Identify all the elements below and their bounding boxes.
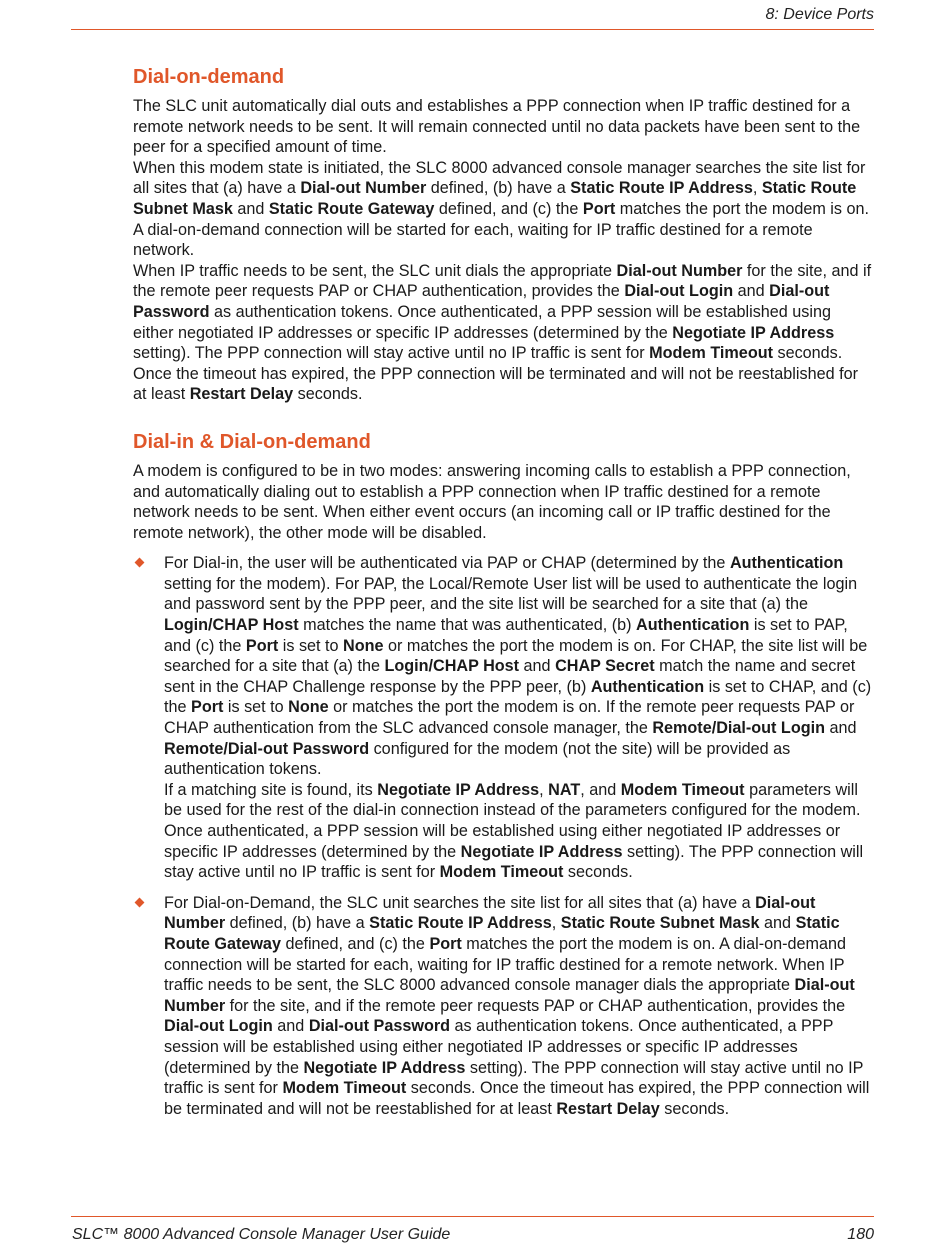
- text-run: and: [272, 1017, 309, 1036]
- text-run: defined, and (c) the: [434, 199, 583, 218]
- text-run: defined, and (c) the: [280, 934, 430, 953]
- bold-term: Port: [191, 698, 224, 717]
- text-run: For Dial-on-Demand, the SLC unit searches the site list for all sites that (a) have a: [164, 893, 756, 912]
- bold-term: Static Route Gateway: [268, 199, 435, 218]
- bullet-list: [133, 553, 875, 1119]
- text-run: When IP traffic needs to be sent, the SLC unit dials the appropriate: [133, 261, 617, 280]
- section-dial-on-demand: [133, 64, 875, 405]
- guide-title: SLC™ 8000 Advanced Console Manager User Guide: [72, 1226, 451, 1243]
- bold-term: Dial-out Login: [164, 1017, 273, 1036]
- text-run: or matches the port the modem is on. If the remote peer requests PAP or CHAP authentication from the SLC advanced console manager, the: [164, 698, 855, 738]
- bold-term: None: [288, 698, 329, 717]
- text-run: matches the port the modem is on. A dial-on-demand connection will be started for each, waiting for IP traffic destined for a remote network.: [133, 199, 869, 260]
- bold-term: Login/CHAP Host: [384, 657, 520, 676]
- bold-term: Static Route Subnet Mask: [560, 914, 760, 933]
- text-run: seconds.: [659, 1099, 730, 1118]
- bullet-paragraph: [164, 893, 875, 1120]
- bold-term: Remote/Dial-out Login: [652, 719, 825, 738]
- text-run: ,: [539, 780, 549, 799]
- bold-term: Dial-out Number: [300, 179, 427, 198]
- text-run: and: [759, 914, 796, 933]
- text-run: for the site, and if the remote peer requests PAP or CHAP authentication, provides the: [133, 261, 872, 301]
- text-run: setting). The PPP connection will stay active until no IP traffic is sent for: [164, 1058, 864, 1098]
- bullet-paragraph: [164, 553, 875, 780]
- bold-term: Dial-out Number: [164, 976, 855, 1015]
- footer-rule: [71, 1216, 874, 1217]
- bold-term: Static Route Gateway: [164, 914, 840, 953]
- body-paragraph: [133, 261, 875, 405]
- text-run: is set to: [278, 636, 344, 655]
- bold-term: Modem Timeout: [282, 1079, 407, 1098]
- bold-term: Dial-out Password: [308, 1017, 451, 1036]
- text-run: and: [232, 199, 269, 218]
- text-run: A modem is configured to be in two modes: answering incoming calls to establish a PPP connection, and automatically dialing out to establish a PPP connection when IP traffic destined for a remote network needs to be sent. When either event occurs (an incoming call or IP traffic destined for the remote network), the other mode will be disabled.: [133, 461, 851, 542]
- text-run: seconds. Once the timeout has expired, the PPP connection will be terminated and will not be reestablished for at least: [133, 344, 858, 404]
- text-run: is set to PAP, and (c) the: [164, 616, 848, 655]
- text-run: seconds.: [293, 385, 363, 404]
- chapter-title: 8: Device Ports: [765, 6, 874, 23]
- text-run: setting for the modem). For PAP, the Local/Remote User list will be used to authenticate the login and password sent by the PPP peer, and the site list will be searched for a site that (a) the: [164, 574, 858, 614]
- bold-term: Negotiate IP Address: [460, 842, 623, 861]
- bold-term: Port: [245, 636, 279, 655]
- bold-term: Restart Delay: [189, 385, 294, 404]
- bold-term: Dial-out Password: [133, 282, 830, 321]
- text-run: for the site, and if the remote peer requests PAP or CHAP authentication, provides the: [225, 996, 846, 1015]
- bold-term: Dial-out Login: [624, 282, 734, 301]
- bold-term: Negotiate IP Address: [377, 780, 540, 799]
- body-paragraph: [133, 96, 875, 158]
- bold-term: Login/CHAP Host: [164, 616, 299, 635]
- bold-term: Restart Delay: [556, 1099, 660, 1118]
- bold-term: Static Route IP Address: [570, 179, 753, 198]
- bold-term: CHAP Secret: [555, 657, 655, 676]
- text-run: seconds. Once the timeout has expired, the PPP connection will be terminated and will not be reestablished for at least: [164, 1079, 870, 1118]
- bold-term: Port: [582, 199, 616, 218]
- text-run: matches the name that was authenticated, (b): [298, 616, 637, 635]
- text-run: If a matching site is found, its: [164, 780, 378, 799]
- bold-term: Dial-out Number: [616, 261, 743, 280]
- text-run: or matches the port the modem is on. For CHAP, the site list will be searched for a site that (a) the: [164, 636, 868, 676]
- diamond-bullet-icon: [135, 897, 145, 907]
- text-run: The SLC unit automatically dial outs and establishes a PPP connection when IP traffic destined for a remote network needs to be sent. It will remain connected until no data packets have been sent to the peer for a specified amount of time.: [133, 97, 861, 157]
- text-run: , and: [580, 780, 621, 799]
- bold-term: Authentication: [636, 616, 750, 635]
- diamond-bullet-icon: [135, 558, 145, 568]
- bold-term: Modem Timeout: [620, 780, 745, 799]
- bold-term: Dial-out Number: [164, 893, 816, 933]
- text-run: is set to: [223, 698, 289, 717]
- bold-term: Negotiate IP Address: [672, 323, 835, 342]
- bold-term: Remote/Dial-out Password: [164, 739, 370, 758]
- text-run: configured for the modem (not the site) will be provided as authentication tokens.: [164, 739, 791, 779]
- text-run: seconds.: [563, 863, 633, 882]
- page-number: 180: [847, 1226, 874, 1243]
- text-run: and: [824, 719, 857, 738]
- list-item: [133, 893, 875, 1120]
- bold-term: Port: [429, 934, 462, 953]
- text-run: and: [733, 282, 770, 301]
- text-run: ,: [551, 914, 561, 933]
- text-run: setting). The PPP connection will stay active until no IP traffic is sent for: [164, 842, 864, 882]
- bold-term: NAT: [548, 780, 581, 799]
- text-run: as authentication tokens. Once authenticated, a PPP session will be established using either negotiated IP addresses or specific IP addresses (determined by the: [164, 1017, 834, 1077]
- bold-term: Authentication: [590, 677, 705, 696]
- bullet-paragraph: [164, 780, 875, 883]
- text-run: ,: [752, 179, 762, 198]
- bold-term: None: [343, 636, 384, 655]
- text-run: parameters will be used for the rest of the dial-in connection instead of the parameters configured for the modem. Once authenticated, a PPP session will be established using either negotiated IP addresses or specific IP addresses (determined by the: [164, 780, 861, 861]
- text-run: For Dial-in, the user will be authenticated via PAP or CHAP (determined by the: [164, 554, 730, 573]
- text-run: setting). The PPP connection will stay active until no IP traffic is sent for: [133, 344, 650, 363]
- header-rule: [71, 29, 874, 30]
- bold-term: Authentication: [729, 554, 844, 573]
- list-item: [133, 553, 875, 883]
- section-heading: Dial-in & Dial-on-demand: [133, 430, 371, 453]
- page-body: [133, 64, 875, 1129]
- section-heading: Dial-on-demand: [133, 66, 285, 88]
- text-run: When this modem state is initiated, the SLC 8000 advanced console manager searches the site list for all sites that (a) have a: [133, 158, 866, 198]
- body-paragraph: [133, 461, 875, 543]
- bold-term: Modem Timeout: [649, 344, 773, 363]
- text-run: matches the port the modem is on. A dial-on-demand connection will be started for each, waiting for IP traffic destined for a remote network. When IP traffic needs to be sent, the SLC 8000 advanced console manager dials the appropriate: [164, 934, 847, 995]
- text-run: and: [519, 657, 556, 676]
- text-run: is set to CHAP, and (c) the: [164, 677, 872, 717]
- text-run: match the name and secret sent in the CHAP Challenge response by the PPP peer, (b): [164, 657, 856, 696]
- text-run: defined, (b) have a: [426, 179, 571, 198]
- body-paragraph: [133, 158, 875, 261]
- bold-term: Static Route IP Address: [369, 914, 552, 933]
- bold-term: Negotiate IP Address: [303, 1058, 466, 1077]
- bold-term: Static Route Subnet Mask: [133, 179, 857, 218]
- text-run: defined, (b) have a: [225, 914, 370, 933]
- section-dial-in-and-dial-on-demand: [133, 429, 875, 1119]
- text-run: as authentication tokens. Once authenticated, a PPP session will be established using either negotiated IP addresses or specific IP addresses (determined by the: [133, 302, 831, 342]
- bold-term: Modem Timeout: [439, 863, 564, 882]
